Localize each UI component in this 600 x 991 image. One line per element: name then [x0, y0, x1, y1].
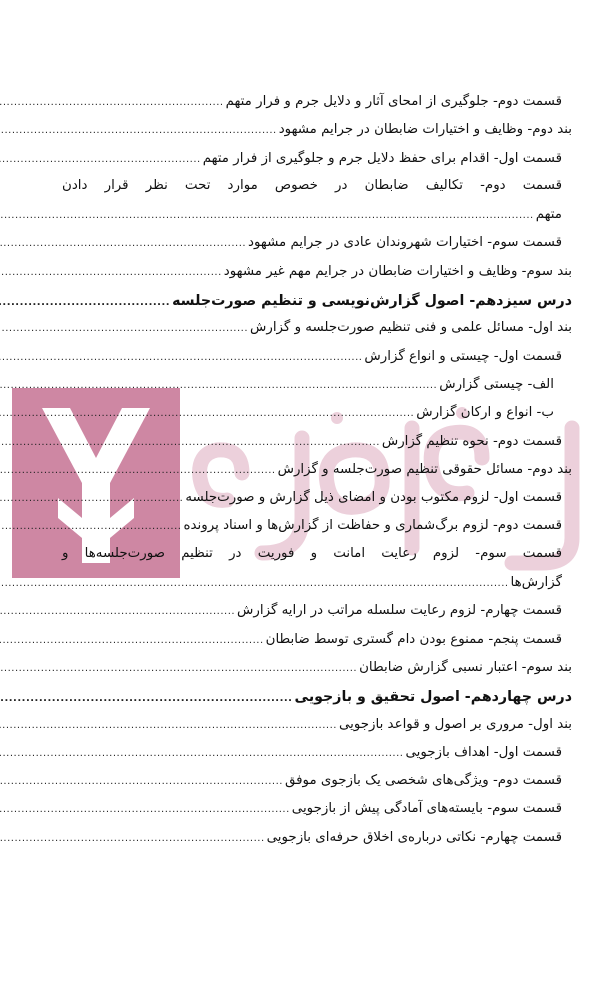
toc-entry — [62, 348, 572, 376]
leader-dots — [0, 97, 224, 108]
toc-entry-first-line: قسمت سوم- لزوم رعایت امانت و فوریت در تنظیم صورت‌جلسه‌ها و — [62, 545, 562, 561]
toc-entry — [62, 574, 572, 602]
toc-entry — [62, 631, 572, 659]
leader-dots — [0, 380, 437, 391]
toc-entry — [62, 234, 572, 262]
leader-dots — [0, 493, 183, 504]
toc-entry — [62, 206, 572, 234]
leader-dots — [0, 748, 403, 759]
leader-dots — [0, 635, 264, 646]
toc-entry — [62, 602, 572, 630]
toc-entry — [62, 716, 572, 744]
toc-entry-title: گزارش‌ها — [510, 575, 562, 591]
toc-entry — [62, 517, 572, 545]
toc-entry — [62, 461, 572, 489]
leader-dots — [0, 408, 414, 419]
leader-dots — [0, 804, 290, 815]
leader-dots — [0, 465, 276, 476]
toc-entry-title: الف- چیستی گزارش — [439, 376, 554, 392]
toc-entry-title: قسمت اول- اقدام برای حفظ دلایل جرم و جلوگیری از فرار متهم — [202, 150, 562, 166]
toc-entry-title: بند اول- مسائل علمی و فنی تنظیم صورت‌جلسه و گزارش — [250, 320, 572, 336]
leader-dots — [0, 606, 235, 617]
toc-entry — [62, 150, 572, 178]
toc-entry — [62, 744, 572, 772]
toc-entry — [62, 489, 572, 517]
leader-dots — [0, 267, 222, 278]
toc-entry — [62, 433, 572, 461]
leader-dots — [0, 352, 362, 363]
toc-chapter-title: درس سیزدهم- اصول گزارش‌نویسی و تنظیم صورت‌جلسه — [172, 293, 572, 310]
toc-entry — [62, 376, 572, 404]
toc-entry — [62, 319, 572, 347]
toc-entry — [62, 121, 572, 149]
leader-dots — [0, 578, 509, 589]
toc-entry-first-line: قسمت دوم- تکالیف ضابطان در خصوص موارد تحت نظر قرار دادن — [62, 177, 562, 193]
toc-entry — [62, 772, 572, 800]
leader-dots — [0, 663, 357, 674]
table-of-contents — [62, 93, 572, 857]
leader-dots — [0, 210, 534, 221]
toc-entry-title: ب- انواع و ارکان گزارش — [416, 405, 554, 421]
leader-dots — [0, 323, 248, 334]
leader-dots — [0, 437, 380, 448]
toc-entry-title: قسمت اول- چیستی و انواع گزارش — [364, 348, 562, 364]
toc-entry-title: بند دوم- وظایف و اختیارات ضابطان در جرایم مشهود — [278, 122, 572, 138]
toc-entry-title: بند اول- مروری بر اصول و قواعد بازجویی — [338, 716, 572, 732]
toc-chapter-entry — [62, 687, 572, 715]
toc-entry-title: بند سوم- اعتبار نسبی گزارش ضابطان — [359, 659, 572, 675]
toc-entry-title: قسمت دوم- جلوگیری از امحای آثار و دلایل جرم و فرار متهم — [225, 94, 562, 109]
leader-dots — [0, 693, 292, 704]
leader-dots — [0, 297, 170, 308]
toc-entry-title: قسمت اول- لزوم مکتوب بودن و امضای ذیل گزارش و صورت‌جلسه — [185, 490, 562, 506]
leader-dots — [0, 521, 181, 532]
toc-entry — [62, 404, 572, 432]
leader-dots — [0, 833, 265, 844]
toc-entry-title: قسمت دوم- ویژگی‌های شخصی یک بازجوی موفق — [284, 773, 562, 789]
leader-dots — [0, 125, 277, 136]
toc-entry-title: قسمت دوم- لزوم برگ‌شماری و حفاظت از گزارش‌ها و اسناد پرونده — [183, 518, 562, 534]
toc-entry — [62, 659, 572, 687]
leader-dots — [0, 238, 246, 249]
toc-entry — [62, 800, 572, 828]
leader-dots — [0, 154, 201, 165]
toc-entry-title: بند دوم- مسائل حقوقی تنظیم صورت‌جلسه و گزارش — [277, 461, 572, 477]
toc-chapter-entry — [62, 291, 572, 319]
toc-entry-title: بند سوم- وظایف و اختیارات ضابطان در جرایم مهم غیر مشهود — [223, 263, 572, 279]
leader-dots — [0, 776, 283, 787]
toc-entry-title: قسمت چهارم- لزوم رعایت سلسله مراتب در ارایه گزارش — [237, 603, 562, 619]
toc-entry — [62, 93, 572, 121]
leader-dots — [0, 720, 337, 731]
toc-entry-title: قسمت چهارم- نکاتی درباره‌ی اخلاق حرفه‌ای بازجویی — [266, 829, 562, 845]
toc-entry — [62, 263, 572, 291]
toc-entry-title: قسمت سوم- اختیارات شهروندان عادی در جرایم مشهود — [248, 235, 562, 251]
toc-chapter-title: درس چهاردهم- اصول تحقیق و بازجویی — [294, 689, 572, 706]
toc-entry-title: متهم — [535, 207, 562, 223]
toc-entry-title: قسمت پنجم- ممنوع بودن دام گستری توسط ضابطان — [265, 631, 562, 647]
toc-entry-title: قسمت اول- اهداف بازجویی — [405, 744, 562, 760]
toc-entry — [62, 829, 572, 857]
toc-entry-title: قسمت سوم- بایسته‌های آمادگی پیش از بازجویی — [291, 801, 562, 817]
toc-entry-title: قسمت دوم- نحوه تنظیم گزارش — [381, 433, 562, 449]
